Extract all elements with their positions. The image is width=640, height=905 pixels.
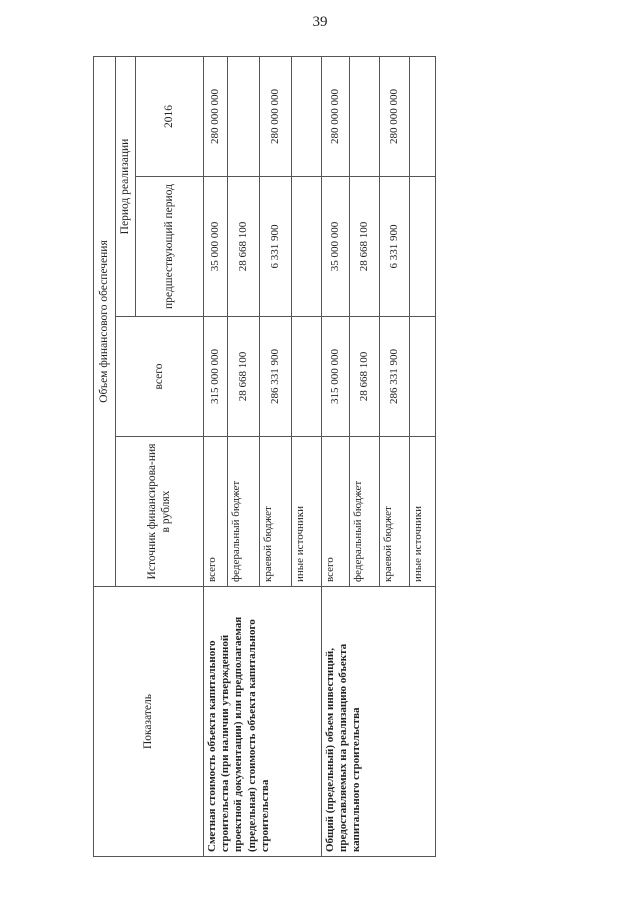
source-cell: всего xyxy=(322,437,350,587)
previous-cell: 28 668 100 xyxy=(350,177,380,317)
total-cell xyxy=(292,317,322,437)
total-cell: 28 668 100 xyxy=(228,317,260,437)
previous-cell: 6 331 900 xyxy=(380,177,410,317)
total-cell: 28 668 100 xyxy=(350,317,380,437)
total-cell xyxy=(410,317,436,437)
total-cell: 286 331 900 xyxy=(260,317,292,437)
year-cell: 280 000 000 xyxy=(380,56,410,176)
year-cell: 280 000 000 xyxy=(260,56,292,176)
funding-table xyxy=(93,56,436,857)
page-number: 39 xyxy=(312,14,328,30)
total-cell: 315 000 000 xyxy=(204,317,228,437)
previous-cell xyxy=(410,177,436,317)
source-cell: всего xyxy=(204,437,228,587)
header-total: всего xyxy=(116,317,204,437)
source-cell: краевой бюджет xyxy=(260,437,292,587)
rotated-table-area xyxy=(93,57,424,857)
header-previous-period: предшествующий период xyxy=(136,177,204,317)
source-cell: федеральный бюджет xyxy=(350,437,380,587)
rotated-table-frame xyxy=(93,57,424,857)
previous-cell: 6 331 900 xyxy=(260,177,292,317)
header-period: Период реализации xyxy=(116,56,136,316)
header-funding-volume: Объем финансового обеспечения xyxy=(94,56,116,586)
section-label: Общий (предельный) объем инвестиций, предоставляемых на реализацию объекта капитального строительства xyxy=(322,587,436,857)
header-year: 2016 xyxy=(136,56,204,176)
header-source: Источник финансирова-ния в рублях xyxy=(116,437,204,587)
source-cell: иные источники xyxy=(410,437,436,587)
section-label: Сметная стоимость объекта капитального строительства (при наличии утвержденной проектной документации) или предполагаемая (предельная) стоимость объекта капитального строительства xyxy=(204,587,322,857)
year-cell xyxy=(350,56,380,176)
table-row xyxy=(204,56,228,856)
source-cell: краевой бюджет xyxy=(380,437,410,587)
previous-cell: 28 668 100 xyxy=(228,177,260,317)
year-cell xyxy=(228,56,260,176)
source-cell: иные источники xyxy=(292,437,322,587)
previous-cell: 35 000 000 xyxy=(204,177,228,317)
header-indicator: Показатель xyxy=(94,587,204,857)
source-cell: федеральный бюджет xyxy=(228,437,260,587)
year-cell xyxy=(292,56,322,176)
table-row xyxy=(322,56,350,856)
year-cell xyxy=(410,56,436,176)
total-cell: 315 000 000 xyxy=(322,317,350,437)
year-cell: 280 000 000 xyxy=(204,56,228,176)
total-cell: 286 331 900 xyxy=(380,317,410,437)
previous-cell: 35 000 000 xyxy=(322,177,350,317)
year-cell: 280 000 000 xyxy=(322,56,350,176)
previous-cell xyxy=(292,177,322,317)
